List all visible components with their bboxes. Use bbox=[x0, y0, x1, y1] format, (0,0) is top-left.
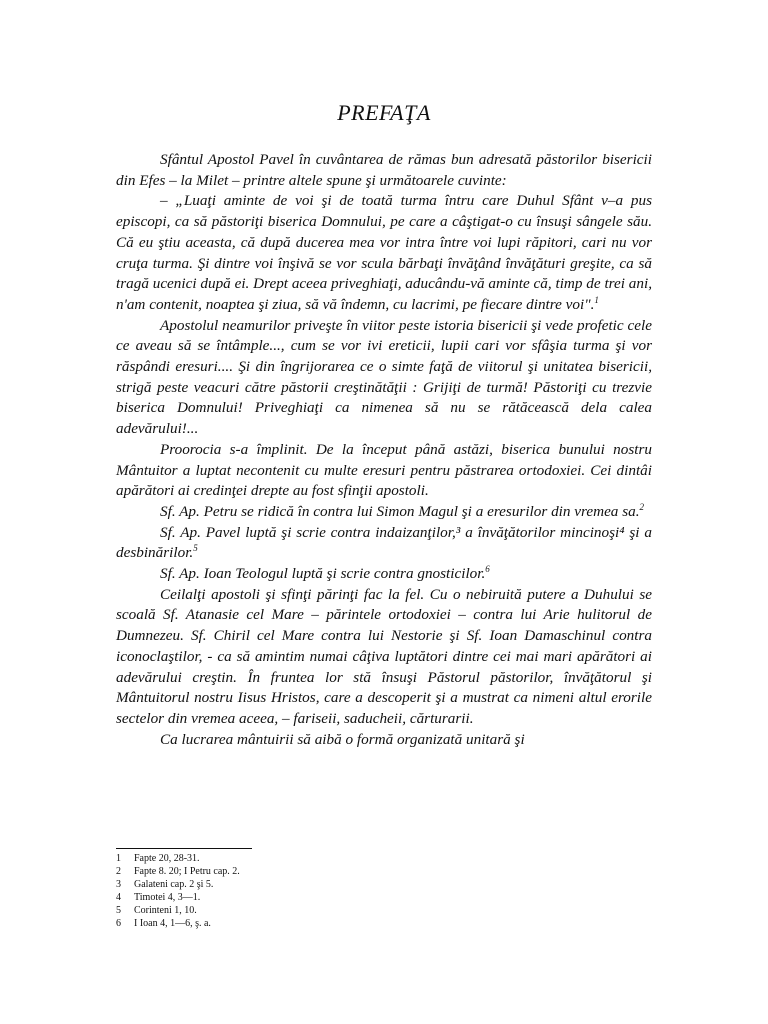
paragraph: Sf. Ap. Petru se ridică în contra lui Simon Magul şi a eresurilor din vremea sa.$^2$ bbox=[160, 501, 644, 520]
footnote-number: 5 bbox=[116, 904, 121, 916]
footnote-item bbox=[116, 853, 516, 866]
footnote-text: I Ioan 4, 1—6, ş. a. bbox=[134, 917, 211, 929]
footnote-item bbox=[116, 892, 516, 905]
footnote-text: Timotei 4, 3—1. bbox=[134, 891, 201, 903]
page-title: PREFAŢA bbox=[337, 100, 431, 125]
footnote-ref: 6 bbox=[485, 564, 490, 575]
footnote-item bbox=[116, 918, 516, 931]
paragraph: Sf. Ap. Pavel luptă şi scrie contra indaizanţilor,³ a învăţătorilor mincinoşi⁴ şi a desbinărilor.$^5$ bbox=[116, 523, 652, 562]
footnote-number: 6 bbox=[116, 917, 121, 929]
paragraph: Sfântul Apostol Pavel în cuvântarea de rămas bun adresată păstorilor bisericii din Efes – la Milet – printre altele spune şi următoarele cuvinte: bbox=[116, 151, 652, 189]
paragraph: – „Luaţi aminte de voi şi de toată turma întru care Duhul Sfânt v–a pus episcopi, ca să păstoriţi biserica Domnului, pe care a câştigat-o cu însuşi sângele său. Că eu ştiu aceasta, că după ducerea mea vor intra între voi lupi răpitori, cari nu vor cruţa turma. Şi dintre voi înşivă se vor scula bărbaţi învăţând învăţături greşite, ca să tragă ucenici după ei. Drept aceea priveghiaţi, aducându-vă aminte că, timp de trei ani, n'am contenit, noaptea şi ziua, să vă îndemn, cu lacrimi, pe fiecare dintre voi".$^1$ bbox=[116, 192, 652, 313]
footnote-number: 2 bbox=[116, 865, 121, 877]
footnote-text: Fapte 20, 28-31. bbox=[134, 853, 200, 864]
footnote-text: Galateni cap. 2 şi 5. bbox=[134, 878, 214, 890]
footnote-item bbox=[116, 905, 516, 918]
footnotes bbox=[116, 853, 516, 930]
paragraph: Sf. Ap. Ioan Teologul luptă şi scrie contra gnosticilor.$^6$ bbox=[160, 564, 490, 583]
footnote-number: 4 bbox=[116, 891, 121, 903]
footnote-text: Fapte 8. 20; I Petru cap. 2. bbox=[134, 865, 240, 877]
footnote-divider bbox=[116, 848, 252, 849]
paragraph: Ca lucrarea mântuirii să aibă o formă organizată unitară şi bbox=[160, 730, 525, 748]
footnote-item bbox=[116, 879, 516, 892]
footnote-ref: 1 bbox=[594, 294, 599, 305]
footnote-number: 3 bbox=[116, 878, 121, 890]
body-text bbox=[116, 150, 652, 750]
footnote-item bbox=[116, 866, 516, 879]
paragraph: Ceilalţi apostoli şi sfinţi părinţi fac la fel. Cu o nebiruită putere a Duhului se scoală Sf. Atanasie cel Mare – părintele ortodoxiei – contra lui Arie hulitorul de Dumnezeu. Sf. Chiril cel Mare contra lui Nestorie şi Sf. Ioan Damaschinul contra iconoclaştilor, - ca să amintim numai câţiva luptători dintre cei mai mari apărători ai adevărului creştin. În fruntea lor stă însuşi Păstorul păstorilor, învăţătorul şi Mântuitorul nostru Iisus Hristos, care a descoperit şi a mustrat ca nimeni altul erorile sectelor din vremea aceea, – fariseii, saducheii, cărturarii. bbox=[116, 585, 652, 727]
footnote-number: 1 bbox=[116, 853, 121, 864]
paragraph: Apostolul neamurilor priveşte în viitor peste istoria bisericii şi vede profetic cele ce aveau să se întâmple..., cum se vor ivi ereticii, lupii cari vor sfâşia turma şi vor răspândi eresuri.... Şi din îngrijorarea ce o simte faţă de viitorul şi unitatea bisericii, strigă peste veacuri către păstorii creştinătăţii : Grijiţi de turmă! Păstoriţi cu trezvie biserica Domnului! Priveghiaţi ca nimenea să nu se rătăcească dela calea adevărului!... bbox=[116, 316, 652, 438]
footnote-ref: 5 bbox=[193, 543, 198, 554]
paragraph: Proorocia s-a împlinit. De la început până astăzi, biserica bunului nostru Mântuitor a luptat necontenit cu multe eresuri pentru păstrarea ortodoxiei. Cei dintâi apărători ai credinţei drepte au fost sfinţii apostoli. bbox=[116, 440, 652, 500]
footnote-text: Corinteni 1, 10. bbox=[134, 904, 197, 916]
footnote-ref: 2 bbox=[639, 501, 644, 512]
